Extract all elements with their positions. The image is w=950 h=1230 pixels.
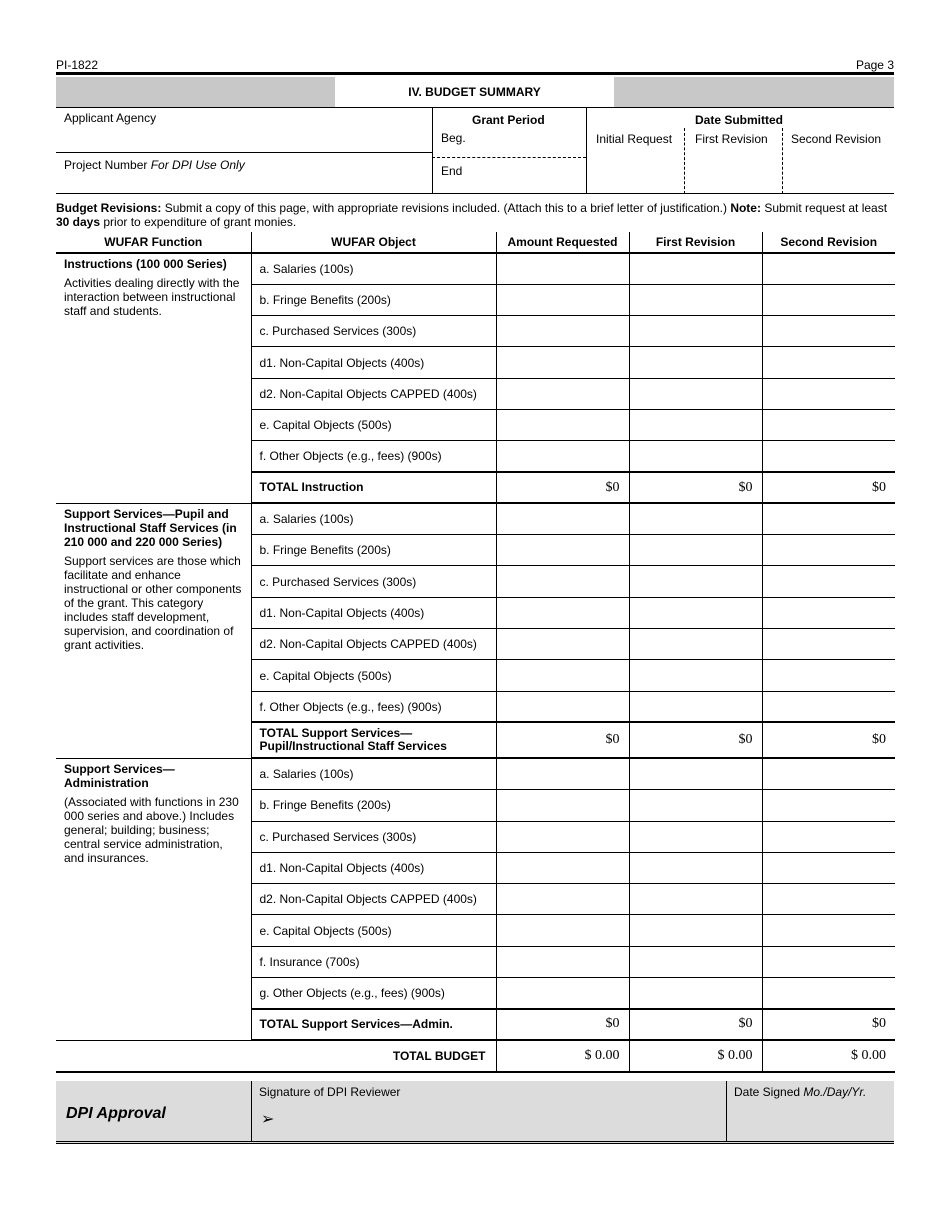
note-lead: Budget Revisions:	[56, 201, 162, 215]
amount-requested-cell[interactable]	[496, 253, 629, 284]
total-second-revision: $0	[762, 472, 895, 503]
object-label: f. Other Objects (e.g., fees) (900s)	[251, 441, 496, 472]
amount-requested-cell[interactable]	[496, 691, 629, 722]
function-description: (Associated with functions in 230 000 series and above.) Includes general; building; business; central service administration, and insurances.	[64, 794, 239, 865]
amount-requested-cell[interactable]	[496, 566, 629, 597]
object-label: a. Salaries (100s)	[251, 758, 496, 789]
first-revision-cell[interactable]	[629, 378, 762, 409]
grand-total-second-revision: $ 0.00	[762, 1040, 895, 1072]
amount-requested-cell[interactable]	[496, 347, 629, 378]
second-revision-cell[interactable]	[762, 821, 895, 852]
grand-total-label: TOTAL BUDGET	[56, 1040, 496, 1072]
project-number-note: For DPI Use Only	[150, 158, 245, 172]
dpi-approval-section	[56, 1081, 894, 1144]
project-number-field[interactable]	[64, 158, 245, 172]
col-header: Amount Requested	[496, 232, 629, 253]
end-field[interactable]: End	[441, 164, 463, 178]
budget-revisions-note	[56, 201, 896, 229]
second-revision-cell[interactable]	[762, 660, 895, 691]
date-format-hint: Mo./Day/Yr.	[803, 1085, 867, 1099]
amount-requested-cell[interactable]	[496, 316, 629, 347]
object-label: e. Capital Objects (500s)	[251, 915, 496, 946]
note-label: Note:	[730, 201, 761, 215]
second-revision-cell[interactable]	[762, 597, 895, 628]
amount-requested-cell[interactable]	[496, 821, 629, 852]
date-submitted-label: Date Submitted	[695, 113, 784, 127]
second-revision-cell[interactable]	[762, 629, 895, 660]
object-label: a. Salaries (100s)	[251, 253, 496, 284]
object-label: b. Fringe Benefits (200s)	[251, 790, 496, 821]
date-signed-field[interactable]	[734, 1085, 866, 1099]
approval-divider-2	[726, 1081, 727, 1141]
amount-requested-cell[interactable]	[496, 758, 629, 789]
function-description: Activities dealing directly with the interaction between instructional staff and students.	[64, 276, 240, 318]
second-revision-cell[interactable]	[762, 790, 895, 821]
first-revision-cell[interactable]	[629, 629, 762, 660]
object-label: d2. Non-Capital Objects CAPPED (400s)	[251, 884, 496, 915]
total-label: TOTAL Instruction	[251, 472, 496, 503]
first-revision-cell[interactable]	[629, 284, 762, 315]
amount-requested-cell[interactable]	[496, 441, 629, 472]
object-label: d2. Non-Capital Objects CAPPED (400s)	[251, 378, 496, 409]
second-revision-cell[interactable]	[762, 691, 895, 722]
section-title: IV. BUDGET SUMMARY	[335, 77, 614, 107]
second-revision-cell[interactable]	[762, 316, 895, 347]
amount-requested-cell[interactable]	[496, 884, 629, 915]
object-label: e. Capital Objects (500s)	[251, 409, 496, 440]
note-text-3: prior to expenditure of grant monies.	[100, 215, 297, 229]
second-revision-cell[interactable]	[762, 347, 895, 378]
total-label	[251, 722, 496, 758]
first-revision-cell[interactable]	[629, 566, 762, 597]
amount-requested-cell[interactable]	[496, 597, 629, 628]
object-label: c. Purchased Services (300s)	[251, 566, 496, 597]
applicant-agency-field[interactable]: Applicant Agency	[64, 111, 157, 125]
note-text-2: Submit request at least	[760, 201, 888, 215]
total-amount-requested: $0	[496, 472, 629, 503]
amount-requested-cell[interactable]	[496, 915, 629, 946]
total-label: TOTAL Support Services—Admin.	[251, 1009, 496, 1040]
project-number-label: Project Number	[64, 158, 151, 172]
second-revision-cell[interactable]	[762, 758, 895, 789]
note-text-1: Submit a copy of this page, with appropriate revisions included. (Attach this to a brief letter of justification.)	[161, 201, 731, 215]
total-label-line-2: Pupil/Instructional Staff Services	[259, 739, 447, 754]
object-label: d2. Non-Capital Objects CAPPED (400s)	[251, 629, 496, 660]
agency-block	[56, 107, 894, 194]
first-revision-field[interactable]: First Revision	[695, 132, 768, 146]
function-description: Support services are those which facilitate and enhance instructional or other components of the grant. This category includes staff development, supervision, and coordination of grant activities.	[64, 553, 242, 652]
total-second-revision: $0	[762, 1009, 895, 1040]
object-label: b. Fringe Benefits (200s)	[251, 284, 496, 315]
amount-requested-cell[interactable]	[496, 660, 629, 691]
agency-divider	[56, 152, 432, 153]
object-label: e. Capital Objects (500s)	[251, 660, 496, 691]
first-revision-cell[interactable]	[629, 691, 762, 722]
table-header-row	[56, 232, 895, 253]
table-row	[56, 253, 895, 284]
function-cell-instruction	[56, 253, 251, 503]
object-label: d1. Non-Capital Objects (400s)	[251, 852, 496, 883]
first-revision-cell[interactable]	[629, 790, 762, 821]
form-id: PI-1822	[56, 58, 99, 72]
initial-request-field[interactable]: Initial Request	[596, 132, 673, 146]
object-label: f. Other Objects (e.g., fees) (900s)	[251, 691, 496, 722]
object-label: a. Salaries (100s)	[251, 503, 496, 534]
total-first-revision: $0	[629, 1009, 762, 1040]
first-revision-cell[interactable]	[629, 915, 762, 946]
first-revision-cell[interactable]	[629, 535, 762, 566]
grand-total-first-revision: $ 0.00	[629, 1040, 762, 1072]
amount-requested-cell[interactable]	[496, 790, 629, 821]
first-revision-cell[interactable]	[629, 821, 762, 852]
amount-requested-cell[interactable]	[496, 978, 629, 1009]
first-revision-cell[interactable]	[629, 660, 762, 691]
total-label-line-1: TOTAL Support Services—	[259, 726, 413, 741]
first-revision-cell[interactable]	[629, 441, 762, 472]
amount-requested-cell[interactable]	[496, 503, 629, 534]
second-revision-cell[interactable]	[762, 503, 895, 534]
col-header: WUFAR Function	[56, 232, 251, 253]
function-cell-administration	[56, 758, 251, 1040]
second-revision-cell[interactable]	[762, 852, 895, 883]
date-dash-2	[782, 128, 783, 194]
top-rule	[56, 72, 894, 75]
function-title: Instructions (100 000 Series)	[64, 257, 227, 271]
function-title: Support Services—Pupil and Instructional Staff Services (in 210 000 and 220 000 Series)	[64, 506, 237, 549]
budget-table	[56, 232, 895, 1073]
second-revision-cell[interactable]	[762, 884, 895, 915]
col-header: First Revision	[629, 232, 762, 253]
beg-field[interactable]: Beg.	[441, 131, 466, 145]
dpi-approval-title: DPI Approval	[66, 1105, 166, 1122]
first-revision-cell[interactable]	[629, 884, 762, 915]
amount-requested-cell[interactable]	[496, 378, 629, 409]
col-header: Second Revision	[762, 232, 895, 253]
grant-dash-divider	[432, 157, 586, 158]
col-header: WUFAR Object	[251, 232, 496, 253]
function-title: Support Services—Administration	[64, 761, 175, 790]
arrow-icon: ➢	[261, 1111, 275, 1128]
grand-total-row	[56, 1040, 895, 1072]
grant-period-label: Grant Period	[472, 113, 545, 127]
second-revision-cell[interactable]	[762, 566, 895, 597]
first-revision-cell[interactable]	[629, 978, 762, 1009]
first-revision-cell[interactable]	[629, 253, 762, 284]
page-number: Page 3	[855, 58, 894, 72]
table-row	[56, 758, 895, 789]
first-revision-cell[interactable]	[629, 409, 762, 440]
table-row	[56, 503, 895, 534]
first-revision-cell[interactable]	[629, 316, 762, 347]
total-first-revision: $0	[629, 472, 762, 503]
object-label: c. Purchased Services (300s)	[251, 821, 496, 852]
first-revision-cell[interactable]	[629, 597, 762, 628]
total-first-revision: $0	[629, 722, 762, 758]
amount-requested-cell[interactable]	[496, 946, 629, 977]
amount-requested-cell[interactable]	[496, 284, 629, 315]
grant-divider	[432, 108, 433, 194]
object-label: d1. Non-Capital Objects (400s)	[251, 597, 496, 628]
amount-requested-cell[interactable]	[496, 535, 629, 566]
first-revision-cell[interactable]	[629, 946, 762, 977]
date-dash-1	[684, 128, 685, 194]
note-days: 30 days	[56, 215, 101, 229]
object-label: f. Insurance (700s)	[251, 946, 496, 977]
date-signed-label: Date Signed	[734, 1085, 804, 1099]
object-label: d1. Non-Capital Objects (400s)	[251, 347, 496, 378]
function-cell-pupil-staff	[56, 503, 251, 758]
second-revision-field[interactable]: Second Revision	[791, 132, 882, 146]
second-revision-cell[interactable]	[762, 253, 895, 284]
second-revision-cell[interactable]	[762, 284, 895, 315]
object-label: c. Purchased Services (300s)	[251, 316, 496, 347]
first-revision-cell[interactable]	[629, 503, 762, 534]
second-revision-cell[interactable]	[762, 535, 895, 566]
amount-requested-cell[interactable]	[496, 409, 629, 440]
object-label: b. Fringe Benefits (200s)	[251, 535, 496, 566]
second-revision-cell[interactable]	[762, 915, 895, 946]
grand-total-amount-requested: $ 0.00	[496, 1040, 629, 1072]
second-revision-cell[interactable]	[762, 378, 895, 409]
first-revision-cell[interactable]	[629, 852, 762, 883]
first-revision-cell[interactable]	[629, 347, 762, 378]
total-amount-requested: $0	[496, 722, 629, 758]
object-label: g. Other Objects (e.g., fees) (900s)	[251, 978, 496, 1009]
second-revision-cell[interactable]	[762, 441, 895, 472]
signature-field[interactable]: Signature of DPI Reviewer	[259, 1085, 401, 1099]
date-divider	[586, 108, 587, 194]
first-revision-cell[interactable]	[629, 758, 762, 789]
second-revision-cell[interactable]	[762, 978, 895, 1009]
amount-requested-cell[interactable]	[496, 629, 629, 660]
approval-divider-1	[251, 1081, 252, 1141]
second-revision-cell[interactable]	[762, 409, 895, 440]
second-revision-cell[interactable]	[762, 946, 895, 977]
amount-requested-cell[interactable]	[496, 852, 629, 883]
total-amount-requested: $0	[496, 1009, 629, 1040]
total-second-revision: $0	[762, 722, 895, 758]
